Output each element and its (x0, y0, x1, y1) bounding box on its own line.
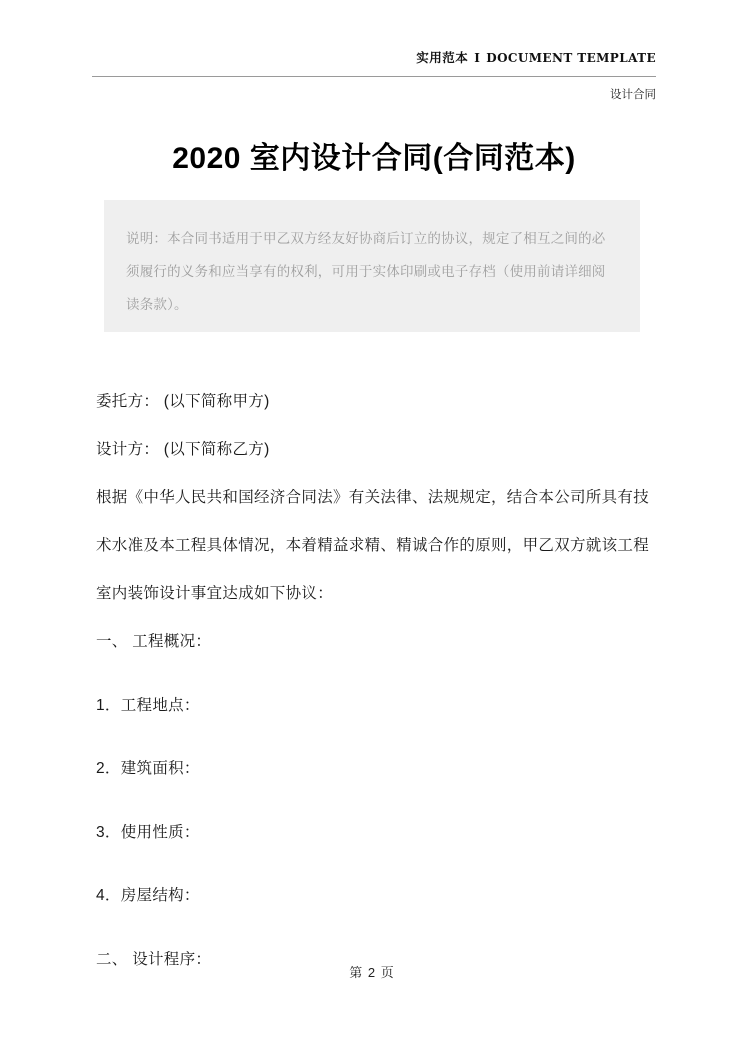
header-label-cn: 实用范本 (416, 51, 469, 65)
header-title-line (92, 48, 656, 66)
section-heading-two: 二、 设计程序： (96, 950, 212, 968)
page-title: 2020 室内设计合同(合同范本) (172, 142, 576, 175)
header-separator: I (474, 51, 481, 65)
page-header (92, 48, 656, 66)
header-label-en: DOCUMENT TEMPLATE (486, 51, 656, 65)
header-subtitle: 设计合同 (610, 89, 656, 101)
document-body (96, 378, 652, 984)
list-item: 3．使用性质： (96, 823, 200, 841)
note-text: 说明：本合同书适用于甲乙双方经友好协商后订立的协议，规定了相互之间的必须履行的义务和应当享有的权利，可用于实体印刷或电子存档（使用前请详细阅读条款）。 (126, 231, 606, 312)
list-item: 1．工程地点： (96, 696, 200, 714)
header-divider (92, 76, 656, 77)
preamble-paragraph: 根据《中华人民共和国经济合同法》有关法律、法规规定，结合本公司所具有技术水准及本工程具体情况，本着精益求精、精诚合作的原则，甲乙双方就该工程室内装饰设计事宜达成如下协议： (96, 489, 650, 602)
party-a-line: 委托方： (以下简称甲方) (96, 393, 270, 410)
section-heading-one: 一、 工程概况： (96, 633, 212, 650)
page-footer: 第 2 页 (349, 965, 395, 980)
list-item: 2．建筑面积： (96, 760, 200, 777)
list-item: 4．房屋结构： (96, 887, 200, 904)
party-b-line: 设计方： (以下简称乙方) (96, 441, 270, 458)
note-box (104, 200, 640, 332)
